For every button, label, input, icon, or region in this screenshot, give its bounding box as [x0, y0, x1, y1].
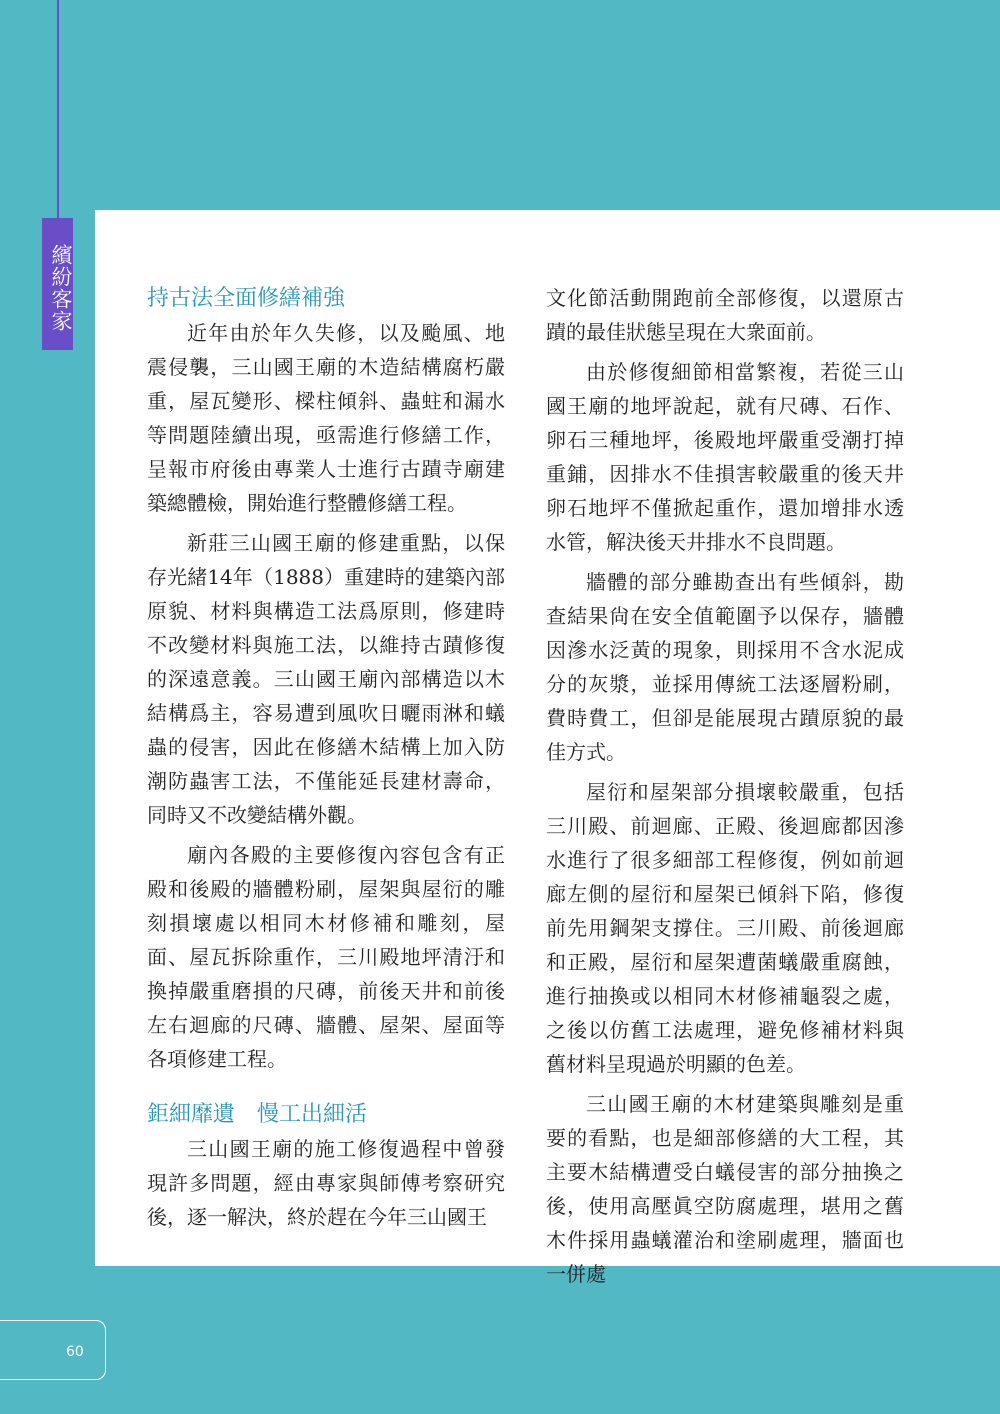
section-tab: 繽紛客家 — [42, 218, 73, 350]
paragraph: 牆體的部分雖勘查出有些傾斜，勘查結果尙在安全值範圍予以保存，牆體因滲水泛黃的現象，則採用不含水泥成分的灰漿，並採用傳統工法逐層粉刷，費時費工，但卻是能展現古蹟原貌的最佳方式。 — [546, 570, 904, 764]
decorative-vertical-line — [57, 0, 59, 218]
paragraph: 新莊三山國王廟的修建重點，以保存光緒14年（1888）重建時的建築內部原貌、材料與構造工法爲原則，修建時不改變材料與施工法，以維持古蹟修復的深遠意義。三山國王廟內部構造以木結構爲主，容易遭到風吹日曬雨淋和蟻蟲的侵害，因此在修繕木結構上加入防潮防蟲害工法，不僅能延長建材壽命，同時又不改變結構外觀。 — [147, 531, 505, 827]
paragraph: 三山國王廟的施工修復過程中曾發現許多問題，經由專家與師傅考察研究後，逐一解決，終於趕在今年三山國王 — [147, 1137, 505, 1229]
paragraph: 三山國王廟的木材建築與雕刻是重要的看點，也是細部修繕的大工程，其主要木結構遭受白蟻侵害的部分抽換之後，使用高壓眞空防腐處理，堪用之舊木件採用蟲蟻灌治和塗刷處理，牆面也一併處 — [546, 1092, 904, 1286]
left-column — [147, 282, 505, 1240]
section-heading-2: 鉅細靡遺 慢工出細活 — [147, 1102, 368, 1127]
paragraph: 由於修復細節相當繁複，若從三山國王廟的地坪說起，就有尺磚、石作、卵石三種地坪，後殿地坪嚴重受潮打掉重鋪，因排水不佳損害較嚴重的後天井卵石地坪不僅掀起重作，還加增排水透水管，解決後天井排水不良問題。 — [546, 360, 904, 554]
page-number: 60 — [66, 1344, 84, 1360]
right-column — [546, 281, 904, 1297]
paragraph: 近年由於年久失修，以及颱風、地震侵襲，三山國王廟的木造結構腐朽嚴重，屋瓦變形、樑柱傾斜、蟲蛀和漏水等問題陸續出現，亟需進行修繕工作，呈報市府後由專業人士進行古蹟寺廟建築總體檢，開始進行整體修繕工程。 — [147, 321, 505, 515]
paragraph-continued: 文化節活動開跑前全部修復，以還原古蹟的最佳狀態呈現在大衆面前。 — [546, 286, 904, 344]
paragraph: 屋衍和屋架部分損壞較嚴重，包括三川殿、前迴廊、正殿、後迴廊都因滲水進行了很多細部工程修復，例如前迴廊左側的屋衍和屋架已傾斜下陷，修復前先用鋼架支撐住。三川殿、前後迴廊和正殿，屋衍和屋架遭菌蟻嚴重腐蝕，進行抽換或以相同木材修補龜裂之處，之後以仿舊工法處理，避免修補材料與舊材料呈現過於明顯的色差。 — [546, 780, 904, 1076]
paragraph: 廟內各殿的主要修復內容包含有正殿和後殿的牆體粉刷，屋架與屋衍的雕刻損壞處以相同木材修補和雕刻，屋面、屋瓦拆除重作，三川殿地坪清汙和換掉嚴重磨損的尺磚，前後天井和前後左右迴廊的尺磚、牆體、屋架、屋面等各項修建工程。 — [147, 843, 505, 1071]
section-heading-1: 持古法全面修繕補強 — [147, 286, 346, 311]
page-number-frame — [0, 1320, 106, 1380]
